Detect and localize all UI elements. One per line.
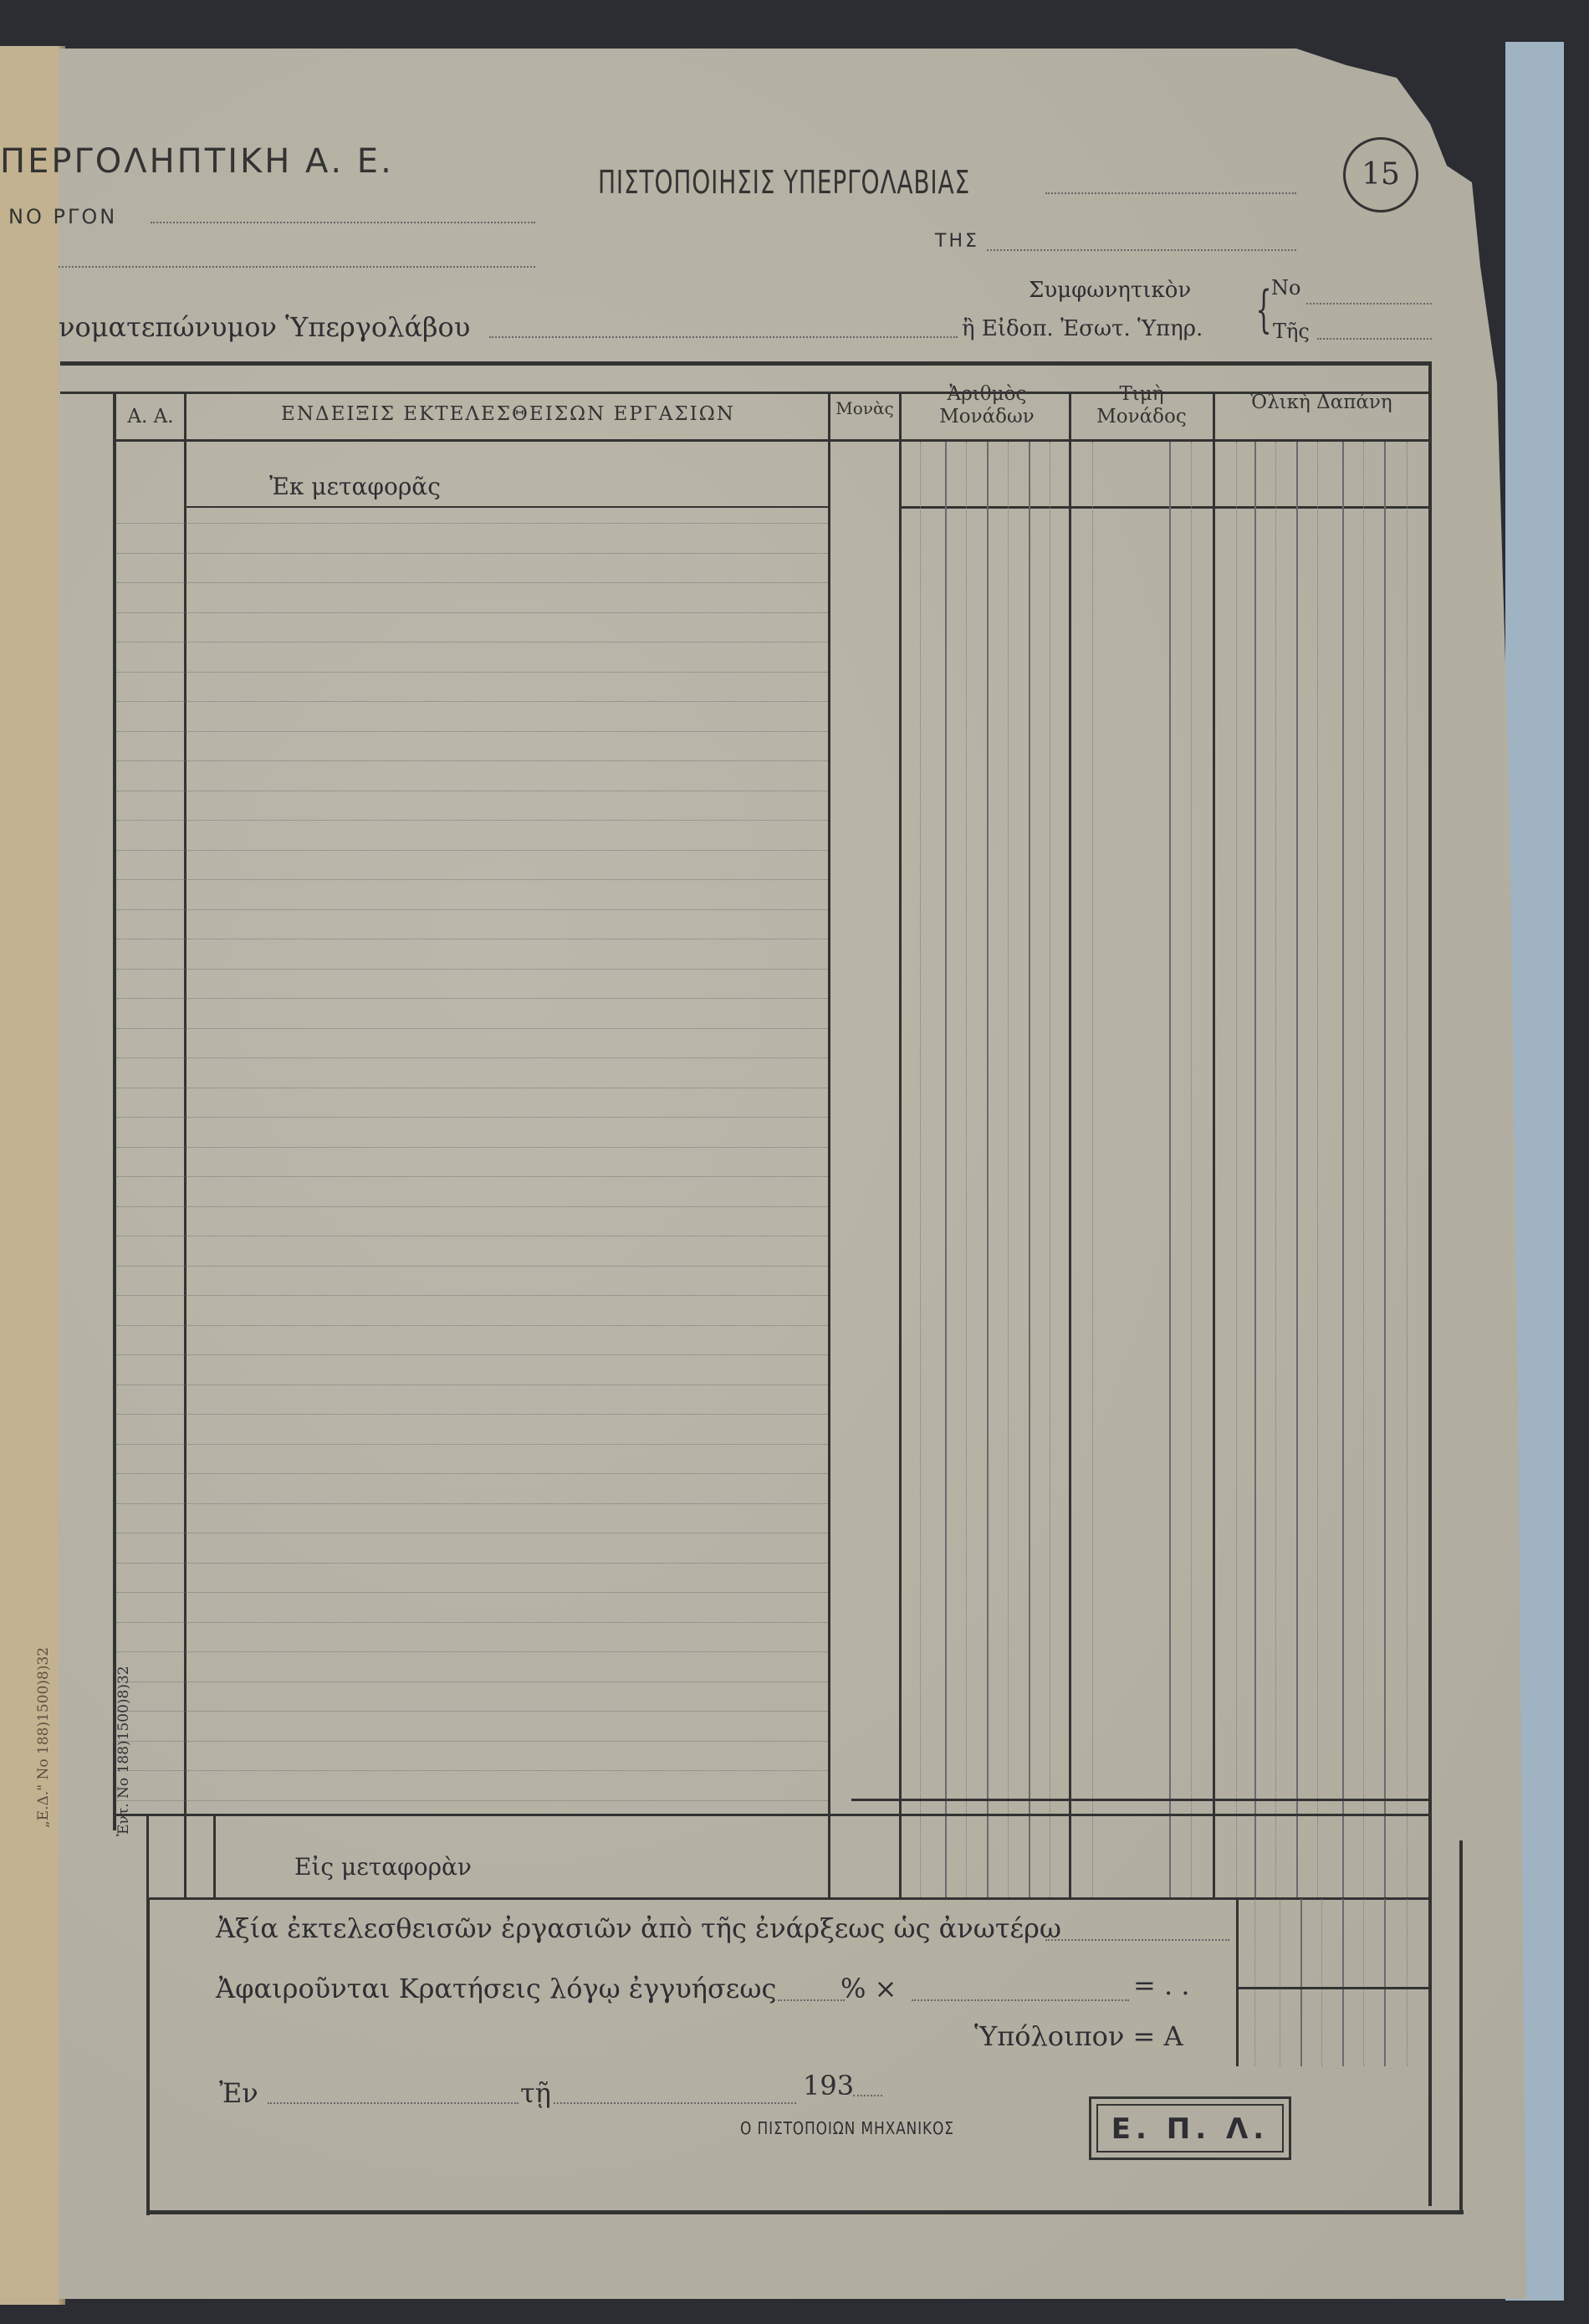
- table-left-border: [113, 392, 116, 1830]
- row-rule: [117, 1206, 828, 1207]
- row-rule: [117, 523, 828, 524]
- title-dotted-line: [1045, 192, 1296, 194]
- row-rule: [117, 553, 828, 554]
- col-aa-right: [184, 393, 186, 1899]
- document-title: ΠΙΣΤΟΠΟΙΗΣΙΣ ΥΠΕΡΓΟΛΑΒΙΑΣ: [598, 164, 971, 201]
- subcontractor-dotted-line: [489, 336, 958, 338]
- row-rule: [117, 1563, 828, 1564]
- header-bottom-line: [115, 439, 1430, 442]
- row-rule: [117, 672, 828, 673]
- ergon-dotted-line: [151, 222, 535, 223]
- row-rule: [117, 998, 828, 999]
- summary-left-border: [146, 1897, 150, 2215]
- row-rule: [117, 1741, 828, 1742]
- row-rule: [117, 1800, 828, 1801]
- ergon-dotted-line-2: [59, 266, 535, 268]
- left-page-edge: [0, 46, 65, 2305]
- row-rule: [117, 1770, 828, 1771]
- paper-sheet: [59, 49, 1530, 2299]
- numbers-bottom-line: [851, 1799, 1432, 1801]
- row-rule: [117, 820, 828, 821]
- ergon-label: ΝΟ ΡΓΟΝ: [8, 205, 118, 228]
- col-works-right: [828, 393, 830, 1899]
- row-rule: [117, 1354, 828, 1355]
- row-rule: [117, 1028, 828, 1029]
- equals-sign: = . .: [1133, 1969, 1190, 2001]
- col-numunits-right: [1069, 393, 1071, 1899]
- row-rule: [117, 1325, 828, 1326]
- row-rule: [117, 1711, 828, 1712]
- col-header-total: Ὁλικὴ Δαπάνη: [1250, 392, 1392, 413]
- brace: {: [1255, 280, 1272, 339]
- page-number-stamp: 15: [1343, 137, 1418, 212]
- epl-stamp: Ε. Π. Λ.: [1096, 2104, 1284, 2153]
- row-rule: [117, 909, 828, 910]
- rows-bottom-line: [115, 1814, 1430, 1816]
- deduct-line: Ἀφαιροῦνται Κρατήσεις λόγῳ ἐγγυήσεως: [216, 1973, 777, 2004]
- left-page-code: „Ε.Δ." Νο 188)1500)8)32: [35, 1646, 52, 1828]
- row-rule: [117, 1473, 828, 1474]
- summary-bottom-border: [146, 2210, 1464, 2214]
- row-rule: [117, 1622, 828, 1623]
- row-rule: [117, 1117, 828, 1118]
- row-rule: [117, 1147, 828, 1148]
- row-rule: [117, 969, 828, 970]
- row-rule: [117, 612, 828, 613]
- col-header-unit-price: Τιμὴ Μονάδος: [1096, 383, 1187, 427]
- tis-date-dotted-line: [1317, 338, 1432, 340]
- row-rule: [117, 1503, 828, 1504]
- row-rule: [117, 1176, 828, 1177]
- col-header-num-units: Ἀριθμὸς Μονάδων: [939, 383, 1035, 427]
- col-unit-right: [899, 393, 902, 1899]
- row-rule: [117, 879, 828, 880]
- row-rule: [117, 1414, 828, 1415]
- row-rule: [117, 701, 828, 702]
- no-dotted-line: [1306, 303, 1432, 305]
- remainder-label: Ὑπόλοιπον = Α: [974, 2020, 1183, 2052]
- tis-label: ΤΗΣ: [935, 231, 979, 252]
- subcontractor-label: νοματεπώνυμον Ὑπεργολάβου: [59, 311, 471, 343]
- engineer-label: Ο ΠΙΣΤΟΠΟΙΩΝ ΜΗΧΑΝΙΚΟΣ: [740, 2118, 954, 2138]
- row-rule: [117, 1651, 828, 1652]
- no-label: Νο: [1271, 276, 1301, 299]
- percent-x: % ×: [840, 1973, 897, 2004]
- carried-from-line: [186, 506, 830, 508]
- row-rule: [117, 1592, 828, 1593]
- carried-from-label: Ἐκ μεταφορᾶς: [269, 473, 441, 500]
- side-print-code: Ἐντ. Νο 188)1500)8)32: [115, 1666, 132, 1836]
- table-top-border: [60, 361, 1432, 366]
- en-label: Ἐν: [219, 2077, 258, 2109]
- row-rule: [117, 1444, 828, 1445]
- internal-service-label: ἢ Εἰδοπ. Ἐσωτ. Ὑπηρ.: [962, 316, 1203, 341]
- year-label: 193: [803, 2070, 855, 2101]
- row-rule: [117, 1057, 828, 1058]
- numbers-top-line: [902, 506, 1430, 509]
- tis-dotted-line: [987, 249, 1296, 251]
- tis-date-label: Τῆς: [1273, 320, 1310, 343]
- company-name: ΠΕΡΓΟΛΗΠΤΙΚΗ Α. Ε.: [0, 142, 394, 181]
- row-rule: [117, 1266, 828, 1267]
- value-line: Ἀξία ἐκτελεσθεισῶν ἐργασιῶν ἀπὸ τῆς ἐνάρξεως ὡς ἀνωτέρω: [216, 1912, 1062, 1944]
- epl-stamp-box: [1089, 2096, 1291, 2160]
- row-rule: [117, 760, 828, 761]
- row-rule: [117, 850, 828, 851]
- carried-to-label: Εἰς μεταφορὰν: [294, 1853, 472, 1881]
- col-header-unit: Μονὰς: [835, 398, 894, 418]
- row-rule: [117, 582, 828, 583]
- col-price-right: [1213, 393, 1215, 1899]
- ti-label: τῇ: [520, 2077, 551, 2109]
- col-header-works: ΕΝΔΕΙΞΙΣ ΕΚΤΕΛΕΣΘΕΙΣΩΝ ΕΡΓΑΣΙΩΝ: [281, 403, 735, 425]
- col-header-aa: Α. Α.: [127, 406, 174, 427]
- row-rule: [117, 731, 828, 732]
- row-rule: [117, 1295, 828, 1296]
- table-right-border: [1428, 361, 1432, 2206]
- agreement-label: Συμφωνητικὸν: [1029, 278, 1192, 303]
